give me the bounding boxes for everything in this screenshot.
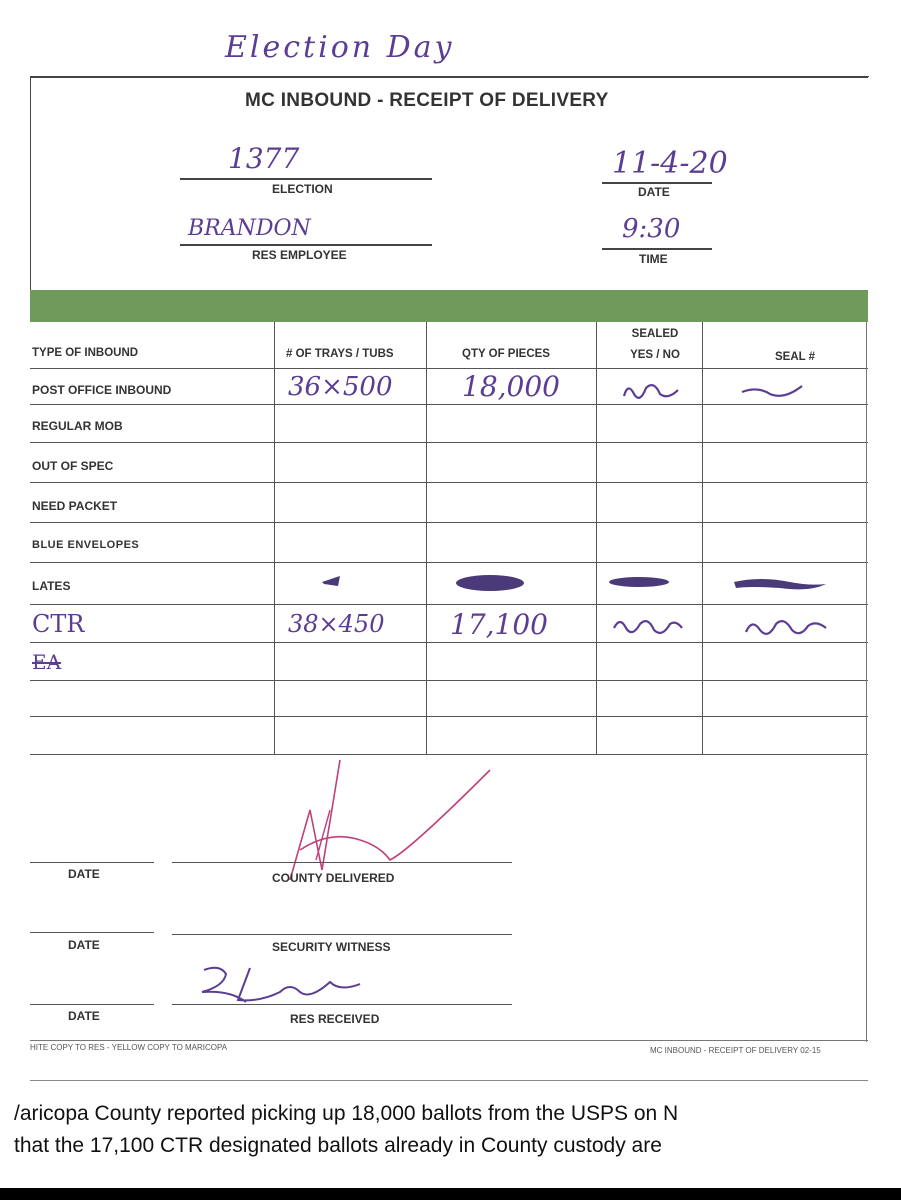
row-label-lates: LATES [32, 579, 71, 593]
page-bottom-border [30, 1040, 868, 1041]
election-line [180, 178, 432, 180]
col-line-4 [702, 322, 703, 754]
row-label-need-packet: NEED PACKET [32, 499, 118, 513]
ctr-sealed-mark [610, 614, 686, 640]
time-value: 9:30 [622, 214, 681, 244]
row-line [30, 716, 868, 717]
witness-line [172, 934, 512, 935]
date-line [602, 182, 712, 184]
caption-line-2: that the 17,100 CTR designated ballots already in County custody are [14, 1134, 662, 1157]
caption-divider [30, 1080, 868, 1081]
lates-trays-scribble [318, 570, 346, 590]
sig-date-label-1: DATE [68, 867, 100, 881]
row-line [30, 680, 868, 681]
page-right-border [866, 322, 867, 1042]
ctr-trays: 38×450 [288, 610, 385, 638]
row-label-ctr: CTR [32, 610, 85, 638]
row-line [30, 522, 868, 523]
time-label: TIME [639, 252, 668, 266]
header-qty: QTY OF PIECES [462, 348, 550, 360]
row-label-post-office: POST OFFICE INBOUND [32, 383, 172, 397]
lates-seal-scribble [730, 574, 830, 594]
row-line [30, 482, 868, 483]
res-received-label: RES RECEIVED [290, 1012, 380, 1026]
footer-left: HITE COPY TO RES - YELLOW COPY TO MARICOPA [30, 1043, 228, 1052]
post-office-seal-mark [738, 378, 808, 404]
row-label-regular-mob: REGULAR MOB [32, 419, 123, 433]
sig-date-line-1 [30, 862, 154, 863]
header-sealed-bottom: YES / NO [630, 349, 680, 361]
employee-line [180, 244, 432, 246]
post-office-trays: 36×500 [288, 372, 393, 402]
header-seal: SEAL # [775, 351, 816, 363]
employee-value: BRANDON [188, 216, 311, 241]
ctr-qty: 17,100 [450, 608, 548, 641]
row-label-blue-envelopes: BLUE ENVELOPES [32, 539, 140, 551]
employee-label: RES EMPLOYEE [252, 248, 347, 262]
form-title: MC INBOUND - RECEIPT OF DELIVERY [245, 90, 609, 111]
date-value: 11-4-20 [612, 146, 728, 181]
row-line [30, 442, 868, 443]
election-value: 1377 [228, 142, 300, 175]
lates-sealed-scribble [606, 572, 672, 592]
row-line [30, 562, 868, 563]
header-sealed-top: SEALED [631, 328, 679, 340]
row-line [30, 642, 868, 643]
bottom-bar [0, 1188, 901, 1200]
sig-date-label-3: DATE [68, 1009, 100, 1023]
lates-qty-scribble [452, 572, 528, 594]
county-signature [230, 750, 510, 890]
county-delivered-label: COUNTY DELIVERED [272, 871, 395, 885]
handwritten-header: Election Day [225, 30, 455, 65]
row-label-out-of-spec: OUT OF SPEC [32, 459, 114, 473]
col-line-1 [274, 322, 275, 754]
col-line-3 [596, 322, 597, 754]
post-office-qty: 18,000 [462, 370, 560, 403]
sig-date-line-3 [30, 1004, 154, 1005]
col-line-2 [426, 322, 427, 754]
ctr-seal-mark [742, 614, 832, 640]
post-office-sealed-mark [620, 378, 684, 404]
received-line [172, 1004, 512, 1005]
row-line [30, 604, 868, 605]
election-label: ELECTION [272, 182, 333, 196]
caption-line-1: /aricopa County reported picking up 18,000 ballots from the USPS on N [14, 1102, 679, 1125]
frame-top-extend [30, 76, 868, 78]
security-witness-label: SECURITY WITNESS [272, 940, 391, 954]
sig-date-line-2 [30, 932, 154, 933]
footer-right: MC INBOUND - RECEIPT OF DELIVERY 02-15 [650, 1046, 821, 1055]
date-label: DATE [638, 185, 670, 199]
time-line [602, 248, 712, 250]
row-line [30, 368, 868, 369]
county-line [172, 862, 512, 863]
header-type: TYPE OF INBOUND [32, 347, 139, 359]
header-trays: # OF TRAYS / TUBS [286, 348, 394, 360]
row-label-ea: EA [32, 650, 62, 674]
green-band [30, 290, 868, 322]
row-line [30, 404, 868, 405]
sig-date-label-2: DATE [68, 938, 100, 952]
